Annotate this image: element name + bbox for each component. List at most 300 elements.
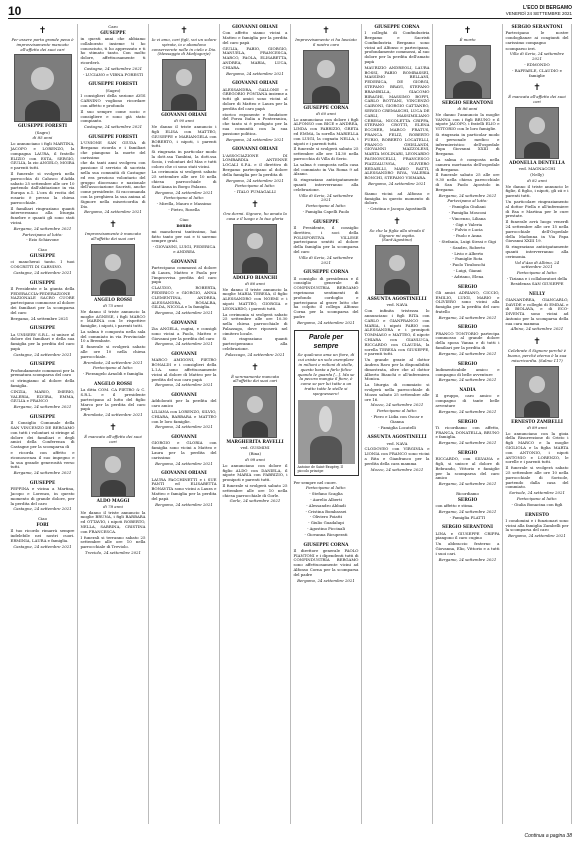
notice-text: I consiglieri della sezione AVIS CARNINO vogliono ricordare con affetto e profondo [80, 93, 146, 108]
notice-text: Il Consiglio Comunale della SAN VINCENZO DE BERGAMO con tutti i volontari si stringe al dolore dei familiari e degli amici della Conferenza di Castagne per la scomparsa di [10, 420, 75, 450]
notice-text: Ne danno il triste annuncio la moglie MARIA TERESA, il figlio ALESSANDRO con NOEMI e i nipoti MATTEO, GIORGIA e LEONARDO, i parenti tutti. [222, 286, 288, 311]
name-suffix: (Sagro) [35, 129, 50, 135]
deceased-name: GIOVANNI [171, 352, 197, 358]
participant-name: - Giulia Bonacina con figli [511, 501, 563, 507]
place-date: Brembate, 24 settembre 2021 [83, 412, 143, 418]
participants-heading: Partecipano al lutto: [305, 485, 347, 491]
notice-quote: Per essere porta grande pena è improvvisamente mancato all'affetto dei suoi cari [11, 37, 74, 52]
notice-text: La cerimonia si svolgerà sabato 25 settembre alle ore 10 nella chiesa parrocchiale di Sant'Anna in Borgo Palazzo. [151, 169, 217, 189]
notice-block [81, 382, 146, 418]
notice-text: Si ringrazia in particolar modo la dott.ssa Tambini, la dott.ssa Sosio, i volontari del Mas e tutti coloro che ci sono stati vicini. [151, 149, 217, 169]
notice-text: I funerali si terranno sabato 25 settembre alle ore 10 nella parrocchiale di Treviolo. [80, 534, 146, 550]
participant-name: - Piero e Lidia con Oscar e Gianna [370, 414, 424, 424]
column-4 [220, 24, 291, 824]
deceased-name: GIOVANNI [171, 259, 197, 265]
notice-block [81, 135, 146, 215]
cross-icon: ✝ [180, 26, 188, 36]
participant-name: - Sandro, Roberto [449, 244, 486, 250]
notice-block [152, 435, 217, 466]
portrait-photo [91, 447, 135, 497]
participant: Luigi, Gianni [456, 267, 482, 273]
place-date: Bergamo, 24 settembre 2021 [368, 180, 426, 186]
deceased-name: SERGIO [457, 361, 478, 367]
participant-name: - Giovanna Ricuperati [304, 531, 348, 537]
notice-text: Con affetto siamo vicini a Matteo e famiglia per la perdita del caro papà [222, 30, 288, 45]
participants-heading: Partecipano al lutto: [22, 231, 63, 237]
column-2 [78, 24, 149, 824]
notice-text: Si ringraziano anticipatamente quanti interverranno alla celebrazione. [293, 177, 359, 192]
notice-block [11, 248, 75, 275]
age: di 82 anni [527, 177, 547, 183]
participant-name: - RAFFAELE, CLAUDIO e famiglie [512, 67, 562, 78]
deceased-name: NELLY [528, 291, 546, 297]
deceased-name: GIUSEPPE [29, 253, 56, 259]
notice-block [294, 26, 359, 215]
masthead [506, 5, 572, 16]
notice-heading: Ciao [38, 247, 47, 253]
place-date: Mozzo, 24 settembre 2021 [370, 466, 424, 472]
notice-text: Il familiari ringraziano quanti interverranno alla liturgia funebre e quanti gli sono stati vicini. [10, 205, 75, 225]
place-date: Castagne, 24 settembre 2021 [13, 269, 72, 275]
place-date: Bergamo, 24 settembre 2021 [508, 533, 566, 539]
portrait-photo [162, 59, 206, 111]
deceased-name: GIOVANNI ORIANI [232, 81, 278, 87]
place-date: Bergamo, 24 settembre 2021 [155, 341, 213, 347]
notice-text: Il Presidente, il consiglio direttivo, i soci della POLISPORTIVA VILLESE partecipano sentiti al dolore della famiglia per la scomparsa del caro [293, 224, 359, 254]
cross-icon: ✝ [251, 199, 259, 210]
participant-name: - EDMONDO [524, 61, 550, 67]
notice-block [223, 147, 288, 195]
participant: Tiziana e i collaboratori della Residenza SAN GIUSEPPE [509, 275, 568, 286]
notice-text: LINA e GIUSEPPE CRIPPA piangono il caro cugino [435, 530, 500, 541]
deceased-name: GIUSEPPE [29, 326, 56, 332]
place-date: Castagne, 24 settembre 2021 [13, 351, 72, 357]
deceased-name: GIOVANNI [171, 393, 197, 399]
portrait-photo [14, 54, 72, 122]
notice-block [506, 513, 569, 539]
deceased-name: GIOVANNI ORIANI [161, 471, 207, 477]
place-date: Villa di Serio, 24 settembre 2021 [298, 192, 354, 203]
place-date: Bergamo, 24 settembre 2021 [155, 382, 213, 388]
portrait-photo [233, 386, 277, 438]
participant: ITALO FUMAGALLI [236, 189, 276, 195]
notice-text: Zia ANGELA, cugini, e consigli sono vicini a Paolo, Matteo e Giovanni per la perdita del caro [151, 326, 217, 341]
deceased-name: GIUSEPPE [100, 30, 126, 36]
participant-name: - Ezio Schiavone [26, 237, 59, 243]
place-date: Bergamo, 24 settembre 2021 [155, 424, 213, 430]
deceased-name: GIUSEPPE CORNA [303, 542, 349, 548]
deceased-name: GIUSEPPE [313, 219, 339, 225]
place-date: Mozzo, 24 settembre 2021 [370, 402, 424, 408]
notice-text: e ricorda con affetto e riconoscenza il suo impegno e la sua grande generosità verso tutti. [10, 450, 75, 470]
place-date: Bergamo, 24 settembre 2021 [297, 319, 355, 325]
notice-heading: Ciao [179, 216, 189, 222]
place-date: Bergamo, 24 settembre 2021 [438, 556, 497, 562]
notice-text: Lo annunciano i figli MARTINA, JACOPO e LORENZO, la compagna LAURA, il fratello ELIZIO con ESTA, SERGIO, GIULIA, la zio ANGELO, MOIRA e parenti tutti. [10, 141, 75, 171]
participants-heading: Partecipano al lutto: [516, 270, 558, 276]
notice-text: storico esponente e fondatore del Forza Italia a Ponteranica, che tanto si è prodigato per la sua comunità con la sua passione politica. [222, 111, 288, 136]
participant: Mirella, Mauro e Massimo [159, 201, 212, 207]
participant: Livio e Alberto [454, 250, 484, 256]
deceased-name: GIOVANNI ORIANI [232, 147, 278, 153]
notice-text: La salma è composta nella sala del commiato in via Provinciale 10 a Brembate. [80, 328, 146, 344]
participant: Giulia Bonacina con figli [514, 501, 563, 507]
notice-block [11, 362, 75, 410]
deceased-name: GIUSEPPE [29, 415, 56, 421]
place-date: Bergamo, 24 settembre 2021 [438, 192, 497, 198]
notice-block [11, 281, 75, 322]
place-date: Bergamo, 24 settembre 2021 [13, 470, 72, 476]
participant-name: - Fulvio e Lucia [452, 227, 483, 233]
notice-block [81, 82, 146, 130]
place-date: Albino, 24 settembre 2021 [510, 326, 564, 332]
participant: Alessandro Abbadi [308, 502, 346, 508]
notice-quote: È serenamente mancata all'affetto dei suoi cari [231, 373, 279, 384]
participant: Famiglie Rota [455, 256, 483, 262]
notice-text: Il funerale si svolgerà sabato 25 settembre alle ore 14.30 nella parrocchia di Villa di Serio. [293, 146, 359, 161]
notice-text: Gli amici ADRIANO, CICCIO, EMILIO, LUIGI, MARIO e OLIVIERO sono vicini alla famiglia per la perdita del caro fratello [435, 289, 500, 314]
notice-block [436, 362, 500, 384]
participant-name: - Stefano Scaglia [309, 491, 343, 497]
notice-block [11, 517, 75, 549]
notice-block [436, 420, 500, 446]
participant: Fulvio e Lucia [454, 227, 483, 233]
notice-text: Il suo sempre come socio e consigliere e sono già stato compianto. [80, 108, 146, 124]
notice-text: Un particolare ringraziamento al dottor Piella e all'infermiere di Rsa e Martina per le cure prestate. [505, 198, 569, 219]
notice-text: Con infinita tristezza lo annunciano i figli RITA con CARLO e GIANFRANCO con MARIA, i nipoti FABIO con ALESSANDRA e i pronipoti TOMMASO e MATTEO, il nipote CHIARA con GIANLUCA, RICCARDO con CLAUDIA, la sorella TERESA con GIUSEPPE, e parenti tutti. [364, 308, 430, 357]
notice-text: GIANANDREA, GIANCARLO, DAVIDE e colleghi di EMDAL e di BIOLAVA, e di ECO-DIVENTA sono vicini ad Antonio per la scomparsa della sua cara mamma [505, 296, 569, 326]
participant-name: - Famiglie Rota [452, 256, 483, 262]
notice-block [11, 481, 75, 512]
age: di 75 anni [103, 302, 123, 308]
deceased-name: SERGIO [457, 451, 478, 457]
place-date: Sorisole, 24 settembre 2021 [509, 490, 565, 496]
participant: Agostino Piccinali [309, 526, 345, 532]
notice-block [11, 26, 75, 243]
notice-text: L'ASSOCIAZIONE DI LOMBARDIA ANTENNE LOCALI S.P.A. e il direttivo di Bergamo partecipano al dolore della famiglia per la perdita di [222, 152, 288, 177]
notice-text: Il funerale avrà luogo venerdì 24 settembre alle ore 15 nella parrocchiale dell'Ospedale della Madonna in Via Papa Giovanni XXIII 19. [505, 219, 569, 244]
name-suffix: ved. NAVA [386, 302, 408, 308]
notice-block [436, 525, 500, 562]
notice-text: Il funerale sabato 25 alle ore 9.30 nella chiesa parrocchiale di San Paolo Apostolo in Bergamo. [435, 172, 500, 192]
place-date: Bergamo, 24 settembre 2021 [13, 225, 72, 231]
participant: Oliviero Poiatti [312, 514, 343, 520]
notice-text: Si ringrazia in particolar modo il personale medico e infermieristico dell'ospedale Papa Giovanni XXIII di Bergamo. [435, 131, 500, 157]
portrait-photo [515, 107, 559, 159]
portrait-photo [375, 245, 419, 295]
parole-text: Se qualcuno ama un fiore, di cui esiste un solo esemplare in milioni e milioni di stelle, questo basta a farlo felice quando le guarda [...]. Ma se la pecora mangia il fiore, è come se per lui tutte a un tratto tutte le stelle si spegnessero! [297, 352, 355, 396]
portrait-photo [91, 244, 135, 296]
participant: Cristina e Jacopo Agostinelli [370, 206, 427, 212]
notice-heading: Caro [108, 24, 118, 29]
notice-quote: So che la figlia alla strada il Signore mi ospita. (Sant'Agostino) [369, 227, 425, 243]
notice-heading: Ricordiamo [456, 491, 479, 497]
place-date: Bergamo, 24 settembre 2021 [226, 136, 284, 142]
notice-text: Partecipano le nostre condoglianze ai congiunti del carissimo compagno [505, 30, 569, 45]
notice-text: CLAUDIO, ROBERTA, FEDERICO e GIORGIO, ANNA CLEMENTINA, ANDREA, ALESSANDRA, ROSALBA, GILDA, NICOLA e la famiglia. [151, 285, 217, 310]
participant: Famiglia Locatelli [380, 424, 416, 430]
notice-text: I colleghi di Confindustria Bergamo e Sacristi Confindustria Bergamo sono vicini ad Alfonso e partecipano, profondamente commossi, al suo dolore per la perdita dell'amato papà [364, 30, 430, 64]
participant-name: - Vincenzo, Liliana [449, 215, 486, 221]
column-5 [291, 24, 362, 824]
notice-block [436, 26, 500, 280]
place-date: Gorle, 24 settembre 2021 [229, 498, 281, 504]
notice-text: ci mancherai tanto. I tuoi COSCRITTI DI CARNINO. [10, 259, 75, 269]
participants-heading: Partecipano al lutto: [447, 198, 488, 204]
deceased-name: GIUSEPPE CORNA [303, 270, 349, 276]
participant-name: - Agostino Piccinali [307, 526, 345, 532]
notice-quote: Celebrate il Signore perché è buono, perché eterna è la sua misericordia. (Salmo 117) [507, 348, 567, 363]
deceased-name: ADOLFO BIANCHI [232, 275, 278, 281]
portrait-photo [303, 50, 349, 104]
age: di 85 anni [32, 135, 53, 141]
notice-text: Il gruppo, caro amico e compagno di tante belle avventure [435, 393, 500, 409]
notice-quote: È mancato all'affetto dei suoi cari [84, 434, 142, 444]
place-date: Castagne, 24 settembre 2021 [83, 124, 143, 130]
deceased-name: GIUSEPPE CORNA [303, 105, 349, 111]
participant: Giovanna Ricuperati [307, 531, 348, 537]
name-suffix: ved. MAGNACCHI [518, 166, 556, 172]
notice-block [506, 83, 569, 286]
notice-text: Lo annunciano con dolore i figli ALFONSO con BICE e ANDREA, LINDA con FABRIZIO, GRETA ed EMMA, la sorella MARIELLA con LUIGI, la cognata NELLA, i nipoti e i parenti tutti. [293, 116, 359, 146]
notice-text: Un grande grazie al dottor Andrea Ravo per la disponibilità dimostrata, oltre che al dottor Alberto Bianchi e all'infermiera Monica. [364, 357, 430, 382]
deceased-name: GIOVANNI ORIANI [232, 25, 278, 30]
notice-text: MARCO AMIGONI, PIETRO BONALDI e i consiglieri della L.I.A. sono affettuosamente vicini al dolore di Matteo per la perdita del suo caro papà [151, 357, 217, 382]
notice-text: Il funerale si svolgerà sabato 25 settembre alle ore 10 nella chiesa parrocchiale di Gorle. [222, 483, 288, 498]
participant-name: - Pietro, Rosella [168, 206, 200, 212]
notice-text: Siamo vicini ad Alfonso e famiglia in questo momento di dolore. [364, 190, 430, 206]
participant-name: - LUCIANO e VIBNA FORESTI [82, 71, 144, 77]
participant: Famiglia Giuliani [451, 204, 486, 210]
participant: Pietro, Rosella [170, 206, 200, 212]
place-date: Villa di Serio, 24 settembre 2021 [298, 254, 354, 265]
parole-per-sempre-box [294, 330, 359, 475]
notice-text: La liturgia di commiato si svolgerà nella parrocchiale di Mozzo sabato 25 settembre alle ore 16. [364, 382, 430, 402]
deceased-name: NADIA [459, 388, 476, 394]
notice-text: Il funerale si svolgerà sabato alle ore 10 nella chiesa parrocchiale. [80, 344, 146, 359]
deceased-name: ERNESTO [524, 512, 550, 518]
notice-text: che da tanti anni svolgeva con passione il servizio di sacrista nella sua comunità di Castagne ed era prezioso volontario del gruppo diocesano e nazionale dell'associazione Sacristi, anche come presidente. Si raccomanda con la preghiera la sua anima al Signore nella misericordia di Dio. [80, 160, 146, 209]
deceased-name: SERGIO [457, 325, 478, 331]
notice-text: LAURA FACCHINETTI e i SUE FANTI ed ELISABETTA BONAVITA sono vicini a Laura e Matteo e famiglia per la perdita del papà [151, 476, 217, 501]
notice-block [152, 471, 217, 507]
notice-block [436, 451, 500, 487]
deceased-name: SERGIO [457, 419, 478, 425]
notice-text: Indimenticabile amico e compagno di belle avventure [435, 366, 500, 377]
notice-block [81, 25, 146, 77]
notice-text: La cerimonia si svolgerà sabato 25 settembre alle ore 10.30 nella chiesa parrocchiale di Palazzago, dove riposerà nel cimitero locale. [222, 311, 288, 336]
participants-heading: Partecipano al lutto: [163, 195, 205, 201]
cross-icon: ✝ [463, 26, 472, 36]
notice-text: L'UNIONE SAN GIUDA di Bergamo ricorda e i familiari che piangono la morte del carissimo [80, 140, 146, 160]
deceased-name: ANGELO ROSSI [94, 297, 132, 303]
portrait-photo [445, 45, 491, 99]
place-date: Bergamo, 24 settembre 2021 [438, 314, 497, 320]
notice-text: GIULIA, FABIO, GIORGIO, MANUELA, FRANCESCA, MARCO, PAOLA, ELISABETTA, ANDREA, MARIA, LUCA, CHIARA. [222, 45, 288, 70]
notice-block [11, 326, 75, 357]
place-date: Bergamo, 24 settembre 2021 [155, 460, 213, 466]
participant-name: - Paolo e Anna [453, 233, 482, 239]
deceased-name: MARGHERITA RAVELLI [226, 440, 284, 446]
participant-name: - GIOVANNI, LUIGI, FEDERICA e ANDREA [152, 244, 216, 254]
participant: RAFFAELE, CLAUDIO e famiglie [514, 67, 562, 78]
deceased-name: ASSUNTA AGOSTINELLI [367, 297, 427, 303]
place-date: Bergamo, 24 settembre 2021 [438, 440, 497, 446]
participant-name: - Tiziana e i collaboratori della Residenza SAN GIUSEPPE [506, 275, 568, 286]
participant: Paolo e Anna [455, 233, 482, 239]
notice-text: La ditta COM. CA PIETRO & C. S.R.L. e il presidente partecipano al lutto del figlio Marco per la perdita del caro papà [80, 387, 146, 412]
notice-text: Ne danno il triste annuncio i figli ELISA con MATTEO, GIUSEPPE e MARIANGELA con ROBERTO, i nipoti, i parenti tutti. [151, 124, 217, 149]
notice-block [152, 260, 217, 316]
participant: Gigi e Valeria [455, 221, 483, 227]
participant-name: - Cristina e Jacopo Agostinelli [367, 206, 427, 212]
portrait-photo [515, 366, 559, 418]
participant: Stefania, Luigi Siessi e Gigi [441, 238, 496, 244]
participant-name: - Stefania, Luigi Siessi e Gigi [438, 238, 496, 244]
notice-text: La salma è composta nella casa del commiato in Via Roma 9 ad Alzano. [293, 161, 359, 177]
participant-name: - Giulio Guadalupi [308, 520, 344, 526]
notice-text: Profondamente commossi per la prematura scomparsa del caro [10, 367, 75, 378]
place-date: Treviolo, 24 settembre 2021 [85, 550, 141, 556]
deceased-name: ERNESTO ZAMBELLI [511, 419, 563, 425]
participant: Pierangelo Arnoldi e famiglia [85, 371, 144, 377]
place-date: Bergamo, 24 settembre 2021 [226, 177, 284, 183]
notice-block [152, 352, 217, 388]
notice-quote: Io vi amo, cari figli, voi un solore spirate, io e abandono conserverete nelle in cielo e Dio. (Messaggio di Medjugorje) [151, 37, 217, 57]
place-date: Bergamo, 24 settembre 2021 [226, 70, 284, 76]
notice-block [152, 393, 217, 430]
issue-date: VENERDÌ 24 SETTEMBRE 2021 [505, 11, 572, 17]
column-8 [503, 24, 572, 824]
column-7 [433, 24, 503, 824]
notice-text: Il funerale si svolgerà nella parrocchia di Calusco d'Adda sabato 25 settembre alle ore 10 partendo dall'abitazione in via Europa n.1. L'ora di recita del rosario è presso la chiesa parrocchiale. [10, 170, 75, 205]
notice-text: Un abbraccio fraterno a Giovanna, Elio, Vittorio e a tutti i suoi cari. [435, 541, 500, 556]
notice-block [436, 388, 500, 414]
cross-icon: ✝ [533, 337, 541, 348]
place-date: Bergamo, 24 settembre 2021 [155, 310, 213, 316]
participants-heading: Partecipano al lutto: [305, 203, 347, 209]
notice-text: Lo annunciano con dolore il figlio ALDO con DANIELA, il nipote MARIA con FABRIZIO, i pronipoti e parenti tutti. [222, 462, 288, 483]
participant-name: - Luigi, Gianni [453, 267, 482, 273]
notice-block [294, 543, 359, 584]
participant-name: - Famiglia Mosconi [448, 209, 487, 215]
notice-block [365, 435, 430, 472]
notice-block [223, 363, 288, 505]
notice-text: ci stringiamo al dolore della famiglia. [10, 378, 75, 389]
paper-name: L'ECO DI BERGAMO [523, 5, 572, 11]
cross-icon: ✝ [109, 220, 117, 231]
age: di 90 anni [174, 118, 194, 124]
participant: Stefano Scaglia [311, 491, 343, 497]
notice-text: I condomini e i funzionari sono vicini alla famiglia Zambelli per la scomparsa del caro [505, 517, 569, 533]
notice-block [152, 218, 217, 255]
deceased-name: GIOVANNI [171, 435, 197, 441]
notice-block [365, 25, 430, 187]
cross-icon: ✝ [251, 362, 259, 373]
place-date: Castagne, 24 settembre 2021 [13, 506, 72, 512]
page-number: 10 [8, 4, 22, 18]
page-header [8, 3, 572, 19]
notice-text: in questi anni che abbiamo collaborato insieme ti ho conosciuto, ti ho apprezzato e ti ho stimato tanto. Con molto dolore, affettuosamente ti ricorderò. [80, 36, 146, 65]
cross-icon: ✝ [533, 83, 541, 94]
notice-quote: È morto [459, 37, 476, 42]
notice-text: MAURIZIO ANDREOLI, LAURA BOSSI, FABIO BOMBASSEI, MASSIMO BELLANI, FEDERICA, DE GIORGI, STEFANO BRAVI, STEFANO BRAMBILLA, GIACOMO BIRAGHI, MASSIMO BOFFI, CARLO BOTTANI, VINCENZO CAIRONI, GIORGIO CATTANEO, SERGIO CREMASCHI, LUCA DE CARLI, MASSIMILIANO CERESA, NICOLETTA CRIPPA, STEFANO CROTTI, ELENA ECCHER, MARCO FRATUS, FRANCA FELIZ, ROBERTO FURIO, ROBERTO LOCATELLI, FRANCO GHISLANDI, GIOVANNI MAZZOLENI, MARTA MOLINARI, LEONARDO PAGNONCELLI, FRANCESCO PIAZZALUNGA, OLIVIERO REDAELLI, MARIO RATTI, ALESSANDRO RIVA, VALERIA RONCHI, STEFANO VISMARA. [364, 64, 430, 181]
participant-name: - Aurelio Alberti [310, 497, 342, 503]
participant: Adriano, Elena [454, 273, 484, 279]
parole-title: Parole per sempre [308, 334, 344, 351]
notice-block [436, 325, 500, 356]
participant: Famiglia Mosconi [451, 209, 487, 215]
notice-text: CLODOVEO con VIRGINIA e LIONIA con FRANCO sono vicini a Rita e Gianfranco per la perdita della cara mamma [364, 446, 430, 466]
notice-text: Ti ricordiamo con affetto, FRANCA, DONATELLA, BRUNO e famiglia. [435, 424, 500, 440]
place-date: Bergamo, 24 settembre 2021 [438, 350, 497, 356]
notice-quote: Ora dormi. Signore, ho amato la casa e il luogo e la tua gloria [223, 210, 287, 221]
deceased-name: SERGIO SERANTONI [442, 100, 493, 106]
notice-block [223, 25, 288, 76]
participant-name: - Famiglia Capelli Paolo [302, 208, 350, 214]
participant-name: - Famiglia Locatelli [378, 424, 416, 430]
notice-block [11, 415, 75, 476]
participant-name: - Mirella, Mauro e Massimo [156, 201, 212, 207]
deceased-name: GIUSEPPE FORESTI [88, 134, 138, 140]
notice-block [152, 26, 217, 213]
participant: Aurelio Alberti [312, 497, 342, 503]
notice-text: Bergamo, 24 settembre 2021 [10, 315, 69, 321]
notice-block [223, 200, 288, 358]
participant-name: - Pierangelo Arnoldi e famiglia [82, 371, 144, 377]
participant: Giulio Guadalupi [310, 520, 344, 526]
place-date: Palazzago, 24 settembre 2021 [225, 351, 285, 357]
name-suffix: ved. GUSMINI [240, 445, 270, 451]
place-date: Bergamo, 24 settembre 2021 [297, 577, 355, 583]
notice-text: Il direttore generale PAOLO PIANTONI e i dipendenti tutti di CONFINDUSTRIA BERGAMO sono affettuosamente vicini ad Alfonso Corna per la scomparsa del padre [293, 547, 359, 577]
participant-name: - Famiglia Giuliani [449, 204, 486, 210]
notice-block [294, 481, 359, 538]
notice-heading: Ciao [38, 516, 47, 522]
notice-text: mi mancherai tantissimo, hai fatto tanto per noi e ti saremo sempre grati. [151, 228, 217, 244]
participants-heading: Partecipano al lutto: [234, 183, 276, 189]
parole-caption: Antoine de Saint-Exupéry, Il piccolo principe [297, 464, 343, 473]
participants-heading: Partecipano al lutto: [376, 408, 418, 414]
participant-name: - ITALO FUMAGALLI [234, 189, 276, 195]
notice-block [152, 321, 217, 347]
participant: GIOVANNI, LUIGI, FEDERICA e ANDREA [155, 244, 216, 254]
notice-text: Il funerale si svolgerà sabato 25 settembre alle ore 10 nella parrocchiale di Sorisole, partendo dalla casa del commiato. [505, 465, 569, 490]
notice-block [436, 285, 500, 321]
portrait-photo [233, 224, 277, 274]
notice-block [365, 192, 430, 212]
place-date: Bergamo, 24 settembre 2021 [438, 377, 497, 383]
notice-quote: Improvvisamente è mancato all'affetto dei suoi cari [85, 231, 141, 241]
notice-text: Il consiglio di presidenza e il consiglio generale di CONFINDUSTRIA BERGAMO esprimono sentimenti di profondo cordoglio e partecipano al grave lutto che ha colpito il collega Alfonso Corna per la scomparsa del padre [293, 275, 359, 319]
deceased-name: SERGIO [457, 284, 478, 290]
name-suffix: (Sagro) [105, 87, 121, 93]
notice-text: scomparso ieri. [505, 45, 536, 51]
notice-quote: Improvvisamente ci ha lasciato il nostro caro [295, 37, 357, 47]
participant-name: - Gigi e Valeria [452, 221, 483, 227]
place-date: Bergamo, 24 settembre 2021 [438, 481, 497, 487]
deceased-name: GIOVANNI [171, 320, 197, 326]
age: di 89 anni [527, 424, 547, 430]
notice-text: Lo annunciano con la gioia della Risurrezione di Cristo i figli MARCO e la moglie GIGLIOLA e la figlia MARTA con ANTONIO, i nipoti ANTONIO e LORENZO, le sorelle e i parenti tutti. [505, 430, 569, 465]
deceased-name: SERGIO SERANTONI [442, 525, 493, 531]
deceased-name: GIUSEPPE [29, 280, 56, 286]
participant: LUCIANO e VIBNA FORESTI [85, 71, 144, 77]
continue-note: Continua a pagina 38 [524, 833, 572, 839]
participant: Piero e Lidia con Oscar e Gianna [373, 414, 424, 424]
notice-text: Addolorati per la perdita del caro amico [151, 398, 217, 409]
column-6 [362, 24, 433, 824]
